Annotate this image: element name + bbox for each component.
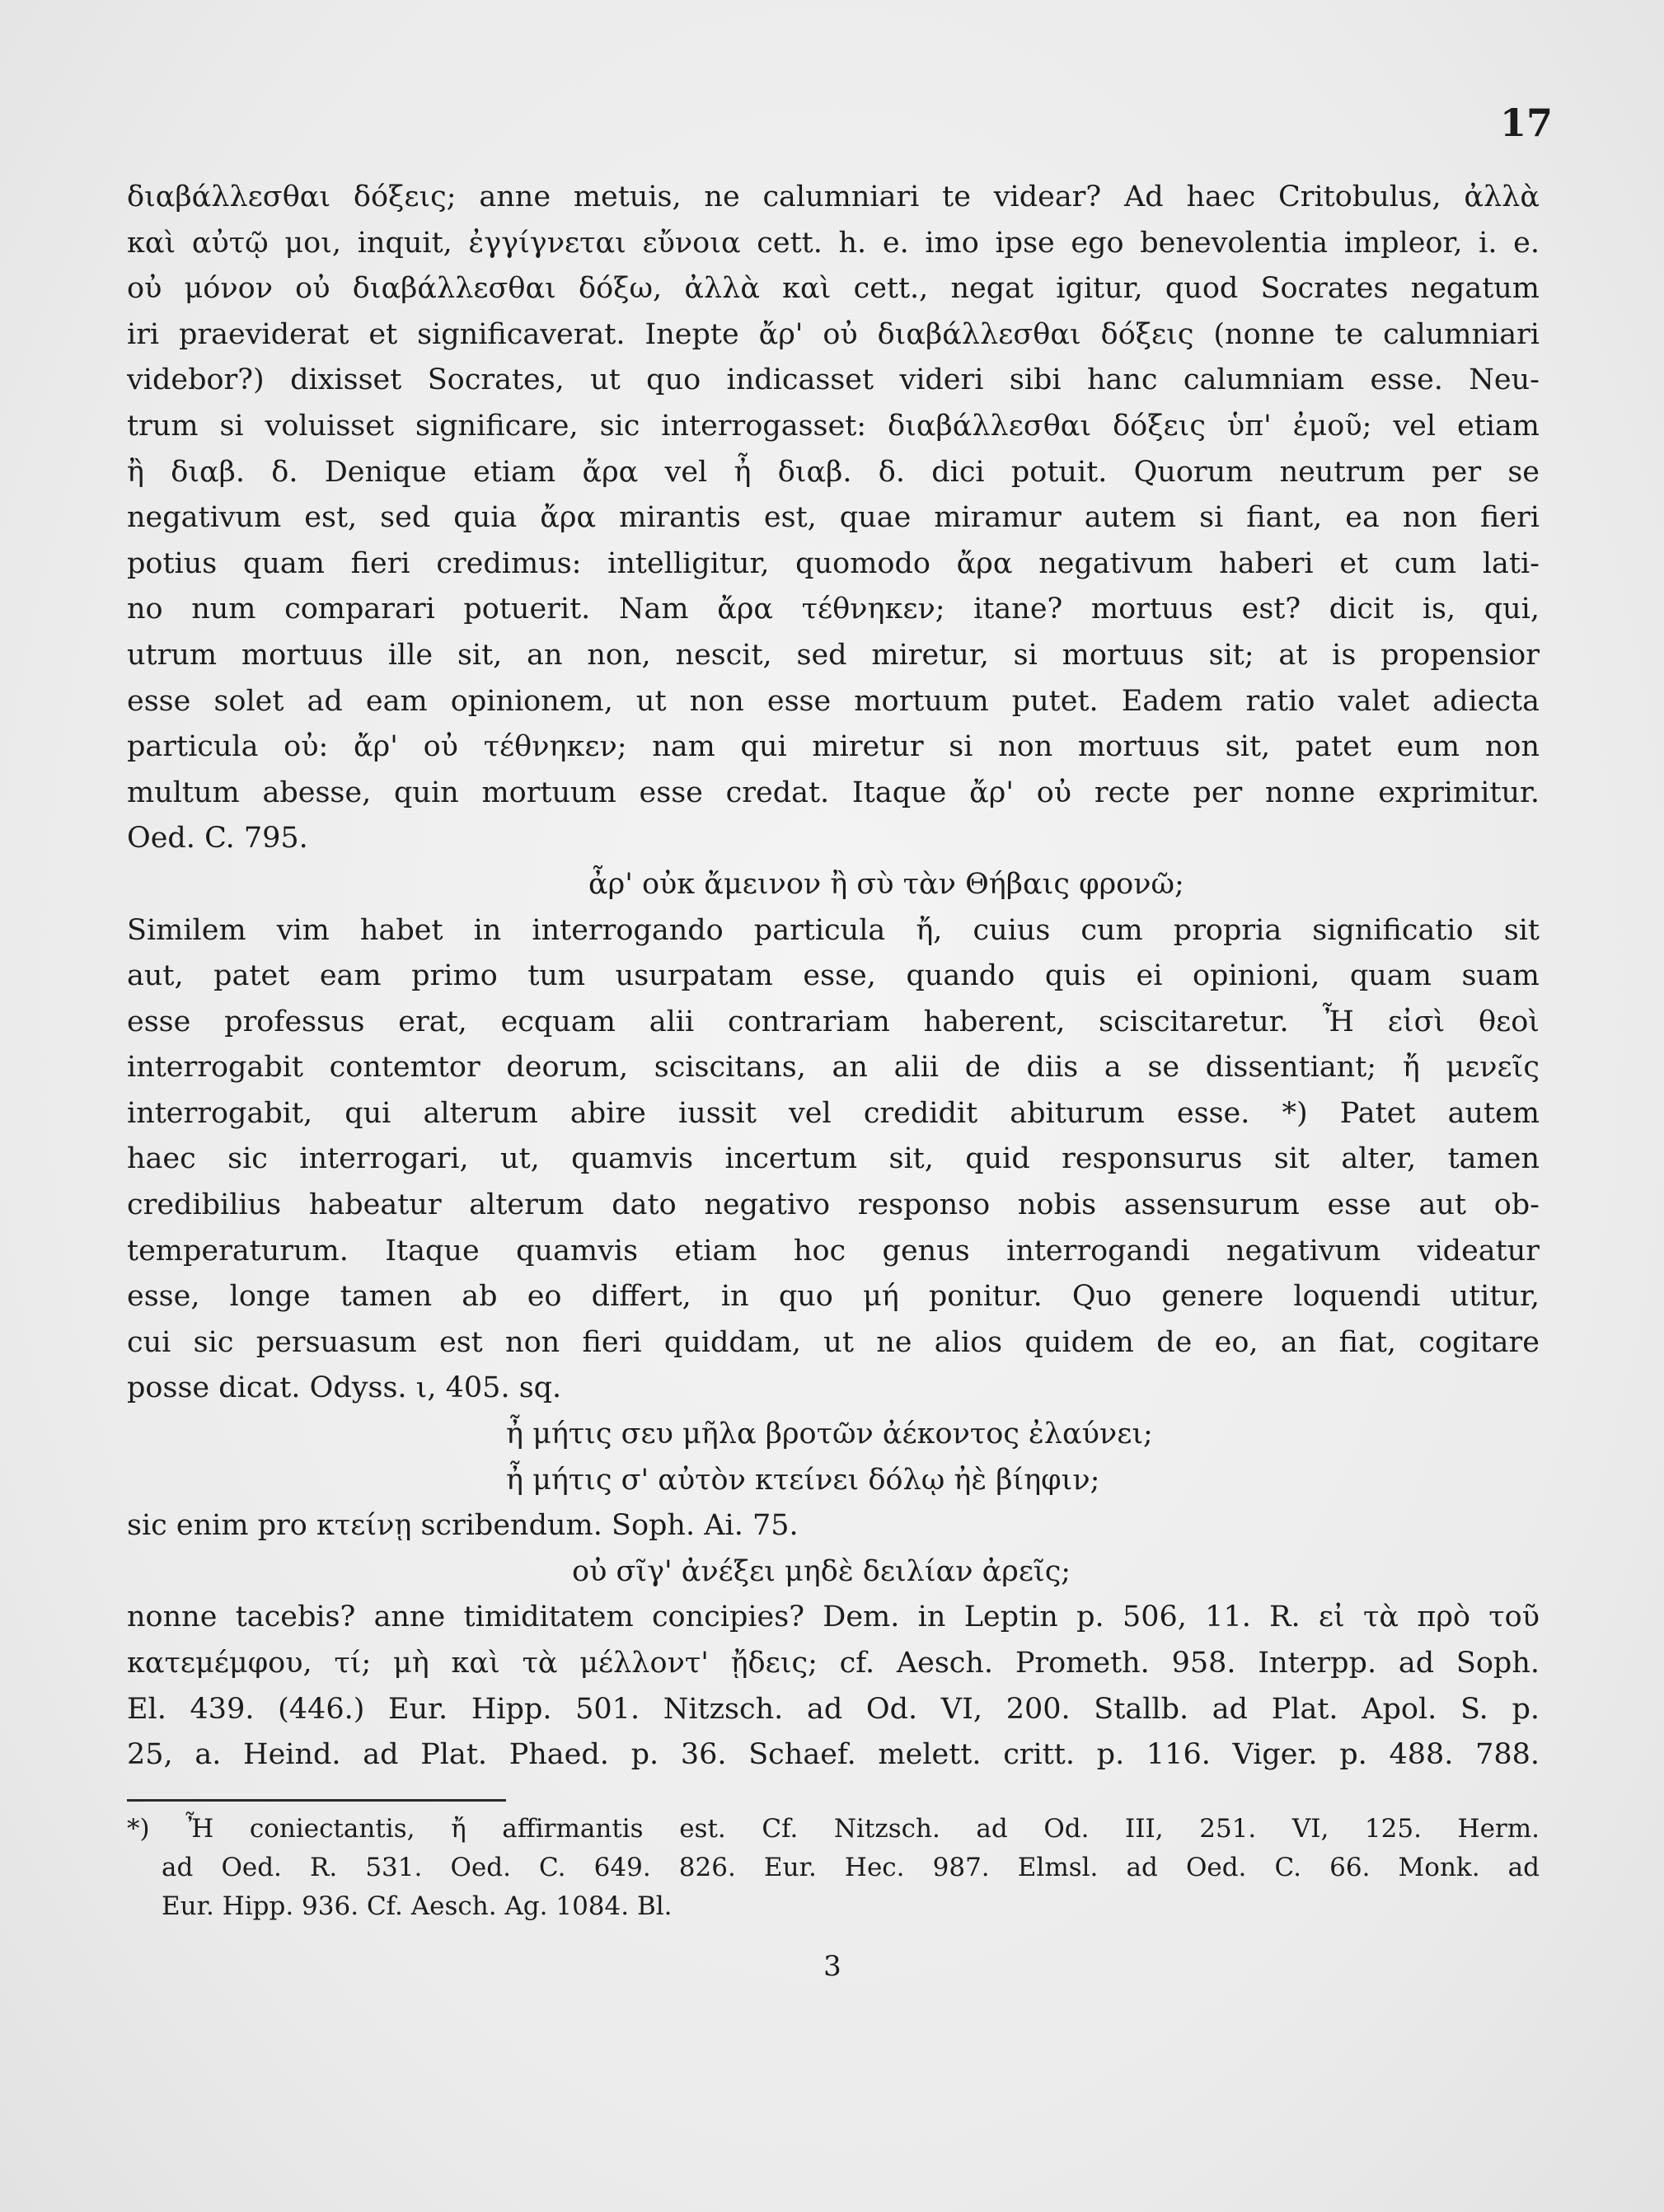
text-line: ἢ διαβ. δ. Denique etiam ἄρα vel ἦ διαβ. δ. dici potuit. Quorum neutrum per se xyxy=(127,455,1540,489)
text-line: El. 439. (446.) Eur. Hipp. 501. Nitzsch. ad Od. VI, 200. Stallb. ad Plat. Apol. S. p. xyxy=(127,1692,1540,1726)
text-line: negativum est, sed quia ἄρα mirantis est, quae miramur autem si fiant, ea non fieri xyxy=(127,501,1540,535)
text-line: iri praeviderat et significaverat. Inepte ἄρ' οὐ διαβάλλεσθαι δόξεις (nonne te calumniari xyxy=(127,317,1540,351)
footnote-line: *) Ἦ coniectantis, ἤ affirmantis est. Cf. Nitzsch. ad Od. III, 251. VI, 125. Herm. xyxy=(127,1814,1540,1844)
verse-line: ἆρ' οὐκ ἄμεινον ἢ σὺ τὰν Θήβαις φρονῶ; xyxy=(588,867,1184,901)
text-line: trum si voluisset significare, sic interrogasset: διαβάλλεσθαι δόξεις ὑπ' ἐμοῦ; vel etiam xyxy=(127,409,1540,443)
text-line: 25, a. Heind. ad Plat. Phaed. p. 36. Schaef. melett. critt. p. 116. Viger. p. 488. 788. xyxy=(127,1738,1540,1772)
footnotes xyxy=(127,1810,1540,1926)
verse-line: οὐ σῖγ' ἀνέξει μηδὲ δειλίαν ἀρεῖς; xyxy=(572,1554,1071,1588)
text-line: διαβάλλεσθαι δόξεις; anne metuis, ne calumniari te videar? Ad haec Critobulus, ἀλλὰ xyxy=(127,180,1540,213)
footnote-divider xyxy=(127,1799,506,1802)
text-line: Similem vim habet in interrogando particula ἤ, cuius cum propria significatio sit xyxy=(127,913,1540,947)
text-line: videbor?) dixisset Socrates, ut quo indicasset videri sibi hanc calumniam esse. Neu- xyxy=(127,363,1540,397)
text-line: posse dicat. Odyss. ι, 405. sq. xyxy=(127,1371,562,1405)
text-line: esse solet ad eam opinionem, ut non esse mortuum putet. Eadem ratio valet adiecta xyxy=(127,684,1540,718)
text-line: interrogabit contemtor deorum, sciscitans, an alii de diis a se dissentiant; ἤ μενεῖς xyxy=(127,1051,1540,1085)
main-text xyxy=(127,175,1540,1779)
verse-line: ἦ μήτις σ' αὐτὸν κτείνει δόλῳ ἠὲ βίηφιν; xyxy=(506,1463,1100,1497)
text-line: καὶ αὐτῷ μοι, inquit, ἐγγίγνεται εὔνοια cett. h. e. imo ipse ego benevolentia impleor, i. e. xyxy=(127,226,1540,260)
text-line: esse, longe tamen ab eo differt, in quo μή ponitur. Quo genere loquendi utitur, xyxy=(127,1280,1540,1314)
text-line: utrum mortuus ille sit, an non, nescit, sed miretur, si mortuus sit; at is propensior xyxy=(127,638,1540,672)
text-line: aut, patet eam primo tum usurpatam esse, quando quis ei opinioni, quam suam xyxy=(127,959,1540,993)
text-line: temperaturum. Itaque quamvis etiam hoc genus interrogandi negativum videatur xyxy=(127,1234,1540,1268)
text-line: no num comparari potuerit. Nam ἄρα τέθνηκεν; itane? mortuus est? dicit is, qui, xyxy=(127,593,1540,626)
footnote-line: Eur. Hipp. 936. Cf. Aesch. Ag. 1084. Bl. xyxy=(162,1891,673,1921)
text-line: cui sic persuasum est non fieri quiddam, ut ne alios quidem de eo, an fiat, cogitare xyxy=(127,1325,1540,1359)
text-line: Oed. C. 795. xyxy=(127,822,308,855)
text-line: multum abesse, quin mortuum esse credat. Itaque ἄρ' οὐ recte per nonne exprimitur. xyxy=(127,776,1540,809)
text-line: κατεμέμφου, τί; μὴ καὶ τὰ μέλλοντ' ᾔδεις; cf. Aesch. Prometh. 958. Interpp. ad Soph. xyxy=(127,1647,1540,1680)
text-line: esse professus erat, ecquam alii contrariam haberent, sciscitaretur. Ἦ εἰσὶ θεοὶ xyxy=(127,1005,1540,1038)
text-line: nonne tacebis? anne timiditatem concipies? Dem. in Leptin p. 506, 11. R. εἰ τὰ πρὸ τοῦ xyxy=(127,1600,1540,1634)
text-line: haec sic interrogari, ut, quamvis incertum sit, quid responsurus sit alter, tamen xyxy=(127,1142,1540,1176)
text-line: particula οὐ: ἄρ' οὐ τέθνηκεν; nam qui miretur si non mortuus sit, patet eum non xyxy=(127,730,1540,764)
text-line: potius quam fieri credimus: intelligitur, quomodo ἄρα negativum haberi et cum lati- xyxy=(127,546,1540,580)
text-line: οὐ μόνον οὐ διαβάλλεσθαι δόξω, ἀλλὰ καὶ cett., negat igitur, quod Socrates negatum xyxy=(127,272,1540,306)
verse-line: ἦ μήτις σευ μῆλα βροτῶν ἀέκοντος ἐλαύνει; xyxy=(506,1418,1153,1451)
signature-mark: 3 xyxy=(823,1950,841,1983)
text-line: interrogabit, qui alterum abire iussit vel credidit abiturum esse. *) Patet autem xyxy=(127,1096,1540,1130)
footnote-line: ad Oed. R. 531. Oed. C. 649. 826. Eur. Hec. 987. Elmsl. ad Oed. C. 66. Monk. ad xyxy=(162,1853,1540,1882)
text-line: sic enim pro κτείνῃ scribendum. Soph. Ai. 75. xyxy=(127,1509,799,1543)
page-number: 17 xyxy=(1500,101,1554,145)
text-line: credibilius habeatur alterum dato negativo responso nobis assensurum esse aut ob- xyxy=(127,1188,1540,1222)
